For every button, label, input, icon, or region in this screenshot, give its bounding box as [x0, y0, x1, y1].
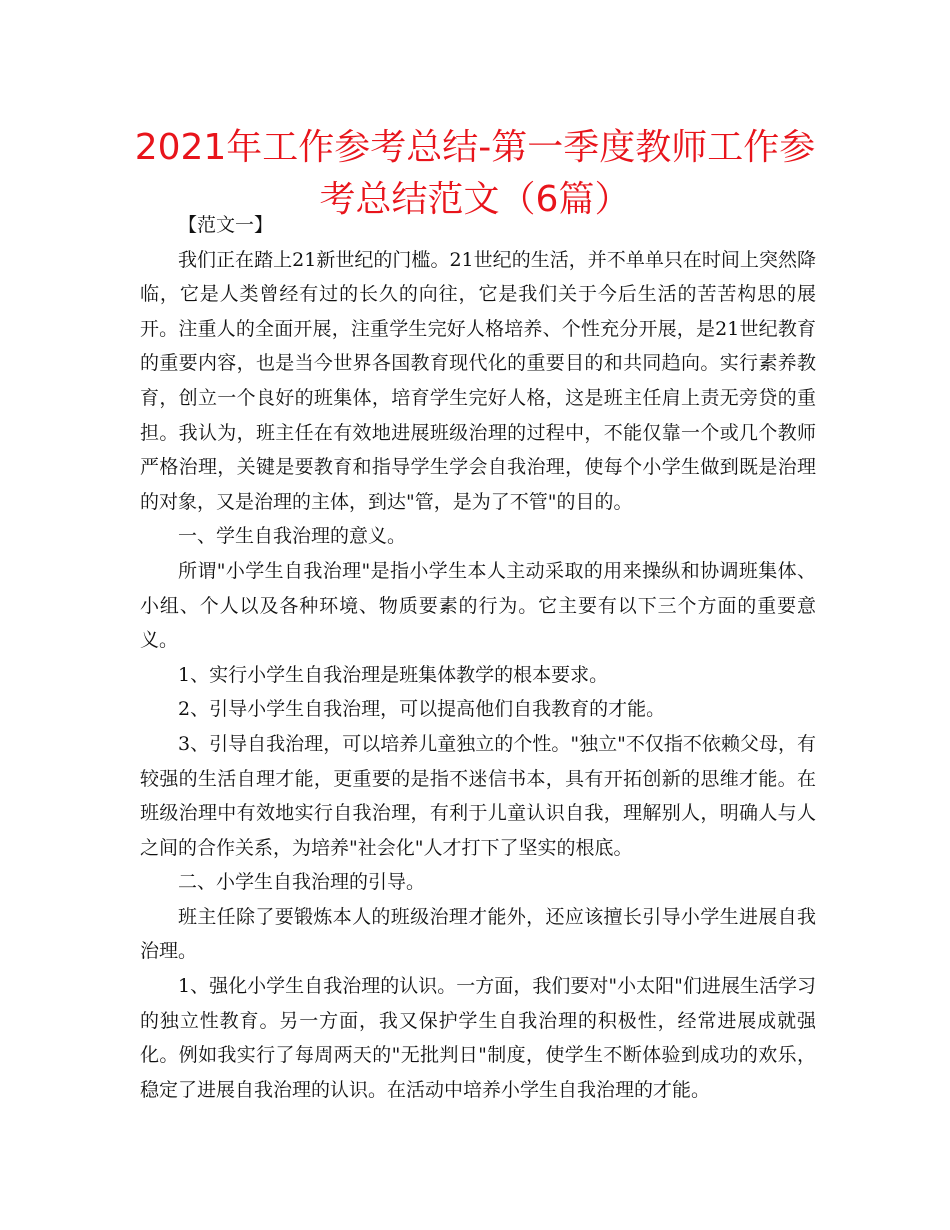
document-title: 2021年工作参考总结-第一季度教师工作参考总结范文（6篇）	[134, 127, 816, 220]
list-item: 3、引导自我治理，可以培养儿童独立的个性。"独立"不仅指不依赖父母，有较强的生活自理才能，更重要的是指不迷信书本，具有开拓创新的思维才能。在班级治理中有效地实行自我治理，有利于儿童认识自我，理解别人，明确人与人之间的合作关系，为培养"社会化"人才打下了坚实的根底。	[140, 732, 816, 859]
list-item: 1、强化小学生自我治理的认识。一方面，我们要对"小太阳"们进展生活学习的独立性教育。另一方面，我又保护学生自我治理的积极性，经常进展成就强化。例如我实行了每周两天的"无批判日"制度，使学生不断体验到成功的欢乐，稳定了进展自我治理的认识。在活动中培养小学生自我治理的才能。	[140, 975, 816, 1101]
section-heading: 一、学生自我治理的意义。	[178, 525, 407, 548]
paragraph: 所谓"小学生自我治理"是指小学生本人主动采取的用来操纵和协调班集体、小组、个人以及各种环境、物质要素的行为。它主要有以下三个方面的重要意义。	[140, 559, 816, 652]
list-item: 1、实行小学生自我治理是班集体教学的根本要求。	[178, 663, 609, 686]
paragraph: 我们正在踏上21新世纪的门槛。21世纪的生活，并不单单只在时间上突然降临，它是人类曾经有过的长久的向往，它是我们关于今后生活的苦苦构思的展开。注重人的全面开展，注重学生完好人格培养、个性充分开展，是21世纪教育的重要内容，也是当今世界各国教育现代化的重要目的和共同趋向。实行素养教育，创立一个良好的班集体，培育学生完好人格，这是班主任肩上责无旁贷的重担。我认为，班主任在有效地进展班级治理的过程中，不能仅靠一个或几个教师严格治理，关键是要教育和指导学生学会自我治理，使每个小学生做到既是治理的对象，又是治理的主体，到达"管，是为了不管"的目的。	[140, 248, 816, 513]
document-body	[140, 208, 816, 1107]
section-label: 【范文一】	[178, 214, 274, 236]
paragraph: 班主任除了要锻炼本人的班级治理才能外，还应该擅长引导小学生进展自我治理。	[140, 905, 816, 963]
section-heading: 二、小学生自我治理的引导。	[178, 871, 426, 894]
list-item: 2、引导小学生自我治理，可以提高他们自我教育的才能。	[178, 698, 666, 721]
